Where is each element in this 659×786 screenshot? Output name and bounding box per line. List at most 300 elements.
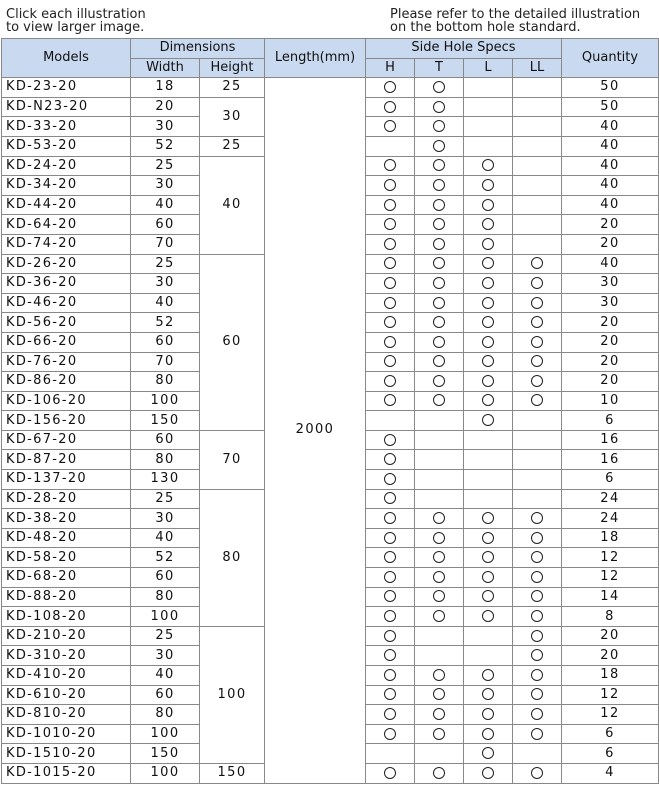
width-cell: 150 [131,744,200,764]
hole-spec-l-cell [464,117,513,137]
quantity-cell: 6 [562,411,659,431]
model-cell: KD-56-20 [2,313,131,333]
circle-icon [482,297,494,309]
circle-icon [433,688,445,700]
hole-spec-l-cell [464,724,513,744]
circle-icon [531,277,543,289]
hole-spec-t-cell [415,411,464,431]
hole-spec-t-cell [415,254,464,274]
header-h: H [366,58,415,78]
hole-spec-ll-cell [513,430,562,450]
circle-icon [531,297,543,309]
model-cell: KD-1510-20 [2,744,131,764]
circle-icon [433,767,445,779]
hole-spec-ll-cell [513,215,562,235]
hole-spec-l-cell [464,489,513,509]
circle-icon [531,669,543,681]
circle-icon [433,590,445,602]
circle-icon [384,199,396,211]
hole-spec-l-cell [464,763,513,783]
circle-icon [433,179,445,191]
circle-icon [433,140,445,152]
model-cell: KD-88-20 [2,587,131,607]
model-cell: KD-106-20 [2,391,131,411]
hole-spec-h-cell [366,587,415,607]
hole-spec-h-cell [366,528,415,548]
quantity-cell: 20 [562,352,659,372]
width-cell: 100 [131,724,200,744]
hole-spec-ll-cell [513,509,562,529]
reference-note [390,8,640,34]
hole-spec-l-cell [464,646,513,666]
quantity-cell: 20 [562,626,659,646]
hole-spec-t-cell [415,528,464,548]
width-cell: 150 [131,411,200,431]
circle-icon [531,551,543,563]
circle-icon [482,728,494,740]
model-cell: KD-1015-20 [2,763,131,783]
hole-spec-h-cell [366,626,415,646]
quantity-cell: 30 [562,293,659,313]
circle-icon [433,728,445,740]
circle-icon [384,81,396,93]
circle-icon [384,159,396,171]
hole-spec-h-cell [366,136,415,156]
circle-icon [384,218,396,230]
hole-spec-h-cell [366,568,415,588]
hole-spec-l-cell [464,352,513,372]
circle-icon [433,218,445,230]
hole-spec-l-cell [464,254,513,274]
width-cell: 80 [131,450,200,470]
width-cell: 40 [131,293,200,313]
model-cell: KD-87-20 [2,450,131,470]
hole-spec-h-cell [366,293,415,313]
hole-spec-h-cell [366,411,415,431]
hole-spec-t-cell [415,97,464,117]
quantity-cell: 20 [562,313,659,333]
hole-spec-h-cell [366,372,415,392]
circle-icon [531,610,543,622]
hole-spec-ll-cell [513,352,562,372]
circle-icon [531,728,543,740]
hole-spec-t-cell [415,607,464,627]
hole-spec-t-cell [415,430,464,450]
model-cell: KD-38-20 [2,509,131,529]
hole-spec-t-cell [415,372,464,392]
header-l: L [464,58,513,78]
circle-icon [433,512,445,524]
hole-spec-t-cell [415,332,464,352]
circle-icon [384,669,396,681]
circle-icon [482,551,494,563]
circle-icon [384,375,396,387]
model-cell: KD-N23-20 [2,97,131,117]
hole-spec-l-cell [464,411,513,431]
width-cell: 100 [131,391,200,411]
hole-spec-t-cell [415,274,464,294]
hole-spec-h-cell [366,78,415,98]
hole-spec-t-cell [415,587,464,607]
circle-icon [482,159,494,171]
width-cell: 25 [131,489,200,509]
circle-icon [384,394,396,406]
hole-spec-l-cell [464,705,513,725]
quantity-cell: 24 [562,509,659,529]
quantity-cell: 6 [562,470,659,490]
hole-spec-t-cell [415,352,464,372]
width-cell: 30 [131,274,200,294]
width-cell: 60 [131,430,200,450]
hole-spec-ll-cell [513,332,562,352]
hole-spec-l-cell [464,528,513,548]
hole-spec-t-cell [415,646,464,666]
quantity-cell: 40 [562,156,659,176]
instruction-line-2: to view larger image. [6,20,145,35]
hole-spec-h-cell [366,744,415,764]
width-cell: 52 [131,313,200,333]
circle-icon [433,394,445,406]
circle-icon [384,297,396,309]
hole-spec-t-cell [415,744,464,764]
hole-spec-h-cell [366,234,415,254]
circle-icon [482,747,494,759]
height-cell: 70 [200,430,265,489]
hole-spec-h-cell [366,489,415,509]
header-side-hole-specs: Side Hole Specs [366,39,562,59]
hole-spec-ll-cell [513,763,562,783]
hole-spec-ll-cell [513,372,562,392]
hole-spec-t-cell [415,195,464,215]
hole-spec-l-cell [464,195,513,215]
width-cell: 60 [131,685,200,705]
hole-spec-h-cell [366,215,415,235]
circle-icon [433,277,445,289]
width-cell: 30 [131,509,200,529]
circle-icon [482,336,494,348]
hole-spec-ll-cell [513,724,562,744]
hole-spec-l-cell [464,372,513,392]
circle-icon [384,492,396,504]
circle-icon [384,610,396,622]
circle-icon [482,218,494,230]
model-cell: KD-64-20 [2,215,131,235]
hole-spec-l-cell [464,548,513,568]
model-cell: KD-810-20 [2,705,131,725]
circle-icon [433,257,445,269]
hole-spec-ll-cell [513,470,562,490]
circle-icon [482,199,494,211]
circle-icon [482,708,494,720]
circle-icon [433,336,445,348]
hole-spec-ll-cell [513,391,562,411]
circle-icon [531,336,543,348]
hole-spec-t-cell [415,78,464,98]
quantity-cell: 40 [562,254,659,274]
circle-icon [384,649,396,661]
model-cell: KD-108-20 [2,607,131,627]
hole-spec-l-cell [464,234,513,254]
header-dimensions: Dimensions [131,39,265,59]
instruction-note [6,8,146,34]
model-cell: KD-610-20 [2,685,131,705]
model-cell: KD-46-20 [2,293,131,313]
circle-icon [531,355,543,367]
quantity-cell: 40 [562,195,659,215]
width-cell: 52 [131,136,200,156]
height-cell: 80 [200,489,265,626]
table-row [2,78,659,98]
circle-icon [384,590,396,602]
hole-spec-h-cell [366,509,415,529]
hole-spec-ll-cell [513,646,562,666]
width-cell: 18 [131,78,200,98]
hole-spec-ll-cell [513,136,562,156]
hole-spec-ll-cell [513,489,562,509]
circle-icon [482,277,494,289]
reference-line-1: Please refer to the detailed illustration [390,7,641,22]
quantity-cell: 40 [562,136,659,156]
model-cell: KD-310-20 [2,646,131,666]
model-cell: KD-53-20 [2,136,131,156]
hole-spec-ll-cell [513,587,562,607]
circle-icon [433,120,445,132]
quantity-cell: 12 [562,685,659,705]
hole-spec-t-cell [415,568,464,588]
width-cell: 30 [131,646,200,666]
circle-icon [433,532,445,544]
hole-spec-t-cell [415,666,464,686]
hole-spec-h-cell [366,430,415,450]
hole-spec-t-cell [415,548,464,568]
hole-spec-l-cell [464,293,513,313]
circle-icon [433,355,445,367]
hole-spec-l-cell [464,136,513,156]
quantity-cell: 8 [562,607,659,627]
hole-spec-h-cell [366,646,415,666]
circle-icon [384,336,396,348]
height-cell: 25 [200,78,265,98]
circle-icon [482,355,494,367]
circle-icon [531,257,543,269]
hole-spec-ll-cell [513,274,562,294]
width-cell: 25 [131,156,200,176]
height-cell: 40 [200,156,265,254]
hole-spec-ll-cell [513,626,562,646]
quantity-cell: 6 [562,724,659,744]
hole-spec-l-cell [464,97,513,117]
circle-icon [384,688,396,700]
circle-icon [531,708,543,720]
circle-icon [384,630,396,642]
hole-spec-t-cell [415,156,464,176]
model-cell: KD-66-20 [2,332,131,352]
hole-spec-h-cell [366,607,415,627]
header-quantity: Quantity [562,39,659,78]
hole-spec-h-cell [366,254,415,274]
model-cell: KD-28-20 [2,489,131,509]
width-cell: 60 [131,215,200,235]
width-cell: 80 [131,705,200,725]
quantity-cell: 30 [562,274,659,294]
model-cell: KD-156-20 [2,411,131,431]
quantity-cell: 50 [562,97,659,117]
circle-icon [433,199,445,211]
hole-spec-ll-cell [513,705,562,725]
circle-icon [482,414,494,426]
circle-icon [384,512,396,524]
hole-spec-l-cell [464,176,513,196]
circle-icon [433,316,445,328]
quantity-cell: 4 [562,763,659,783]
hole-spec-t-cell [415,313,464,333]
model-cell: KD-44-20 [2,195,131,215]
hole-spec-l-cell [464,430,513,450]
hole-spec-ll-cell [513,666,562,686]
circle-icon [482,375,494,387]
width-cell: 25 [131,626,200,646]
circle-icon [384,355,396,367]
circle-icon [433,669,445,681]
width-cell: 60 [131,332,200,352]
circle-icon [384,434,396,446]
hole-spec-ll-cell [513,450,562,470]
circle-icon [433,159,445,171]
model-cell: KD-26-20 [2,254,131,274]
hole-spec-l-cell [464,215,513,235]
circle-icon [433,551,445,563]
model-cell: KD-34-20 [2,176,131,196]
quantity-cell: 24 [562,489,659,509]
height-cell: 60 [200,254,265,430]
width-cell: 100 [131,607,200,627]
model-cell: KD-36-20 [2,274,131,294]
model-cell: KD-1010-20 [2,724,131,744]
width-cell: 80 [131,587,200,607]
model-cell: KD-48-20 [2,528,131,548]
circle-icon [531,630,543,642]
hole-spec-ll-cell [513,411,562,431]
circle-icon [384,708,396,720]
hole-spec-ll-cell [513,156,562,176]
hole-spec-h-cell [366,117,415,137]
hole-spec-h-cell [366,156,415,176]
hole-spec-h-cell [366,97,415,117]
width-cell: 70 [131,234,200,254]
circle-icon [482,767,494,779]
circle-icon [531,316,543,328]
hole-spec-l-cell [464,274,513,294]
model-cell: KD-68-20 [2,568,131,588]
hole-spec-h-cell [366,450,415,470]
hole-spec-t-cell [415,234,464,254]
hole-spec-ll-cell [513,685,562,705]
hole-spec-t-cell [415,215,464,235]
header-ll: LL [513,58,562,78]
circle-icon [384,120,396,132]
hole-spec-t-cell [415,136,464,156]
circle-icon [384,453,396,465]
circle-icon [482,610,494,622]
quantity-cell: 20 [562,332,659,352]
hole-spec-t-cell [415,470,464,490]
circle-icon [433,571,445,583]
hole-spec-ll-cell [513,254,562,274]
hole-spec-ll-cell [513,117,562,137]
model-cell: KD-76-20 [2,352,131,372]
hole-spec-l-cell [464,470,513,490]
circle-icon [482,688,494,700]
circle-icon [531,375,543,387]
model-cell: KD-86-20 [2,372,131,392]
width-cell: 130 [131,470,200,490]
height-cell: 100 [200,626,265,763]
quantity-cell: 20 [562,372,659,392]
circle-icon [384,277,396,289]
hole-spec-h-cell [366,391,415,411]
header-models: Models [2,39,131,78]
width-cell: 80 [131,372,200,392]
width-cell: 40 [131,666,200,686]
hole-spec-t-cell [415,763,464,783]
hole-spec-h-cell [366,274,415,294]
hole-spec-ll-cell [513,607,562,627]
circle-icon [384,238,396,250]
width-cell: 30 [131,176,200,196]
hole-spec-h-cell [366,763,415,783]
circle-icon [433,375,445,387]
circle-icon [482,238,494,250]
header-width: Width [131,58,200,78]
circle-icon [433,610,445,622]
hole-spec-l-cell [464,607,513,627]
quantity-cell: 20 [562,646,659,666]
circle-icon [531,571,543,583]
model-cell: KD-410-20 [2,666,131,686]
width-cell: 60 [131,568,200,588]
hole-spec-l-cell [464,666,513,686]
quantity-cell: 12 [562,568,659,588]
hole-spec-l-cell [464,450,513,470]
quantity-cell: 20 [562,215,659,235]
circle-icon [482,532,494,544]
circle-icon [531,512,543,524]
quantity-cell: 18 [562,666,659,686]
hole-spec-t-cell [415,509,464,529]
circle-icon [531,590,543,602]
hole-spec-l-cell [464,78,513,98]
circle-icon [433,297,445,309]
circle-icon [433,238,445,250]
hole-spec-ll-cell [513,78,562,98]
quantity-cell: 14 [562,587,659,607]
length-cell: 2000 [265,78,366,783]
model-cell: KD-24-20 [2,156,131,176]
width-cell: 20 [131,97,200,117]
hole-spec-ll-cell [513,568,562,588]
hole-spec-h-cell [366,352,415,372]
model-cell: KD-58-20 [2,548,131,568]
circle-icon [482,179,494,191]
model-cell: KD-137-20 [2,470,131,490]
header-length: Length(mm) [265,39,366,78]
hole-spec-t-cell [415,450,464,470]
hole-spec-t-cell [415,293,464,313]
quantity-cell: 16 [562,450,659,470]
circle-icon [433,708,445,720]
quantity-cell: 40 [562,176,659,196]
circle-icon [384,316,396,328]
